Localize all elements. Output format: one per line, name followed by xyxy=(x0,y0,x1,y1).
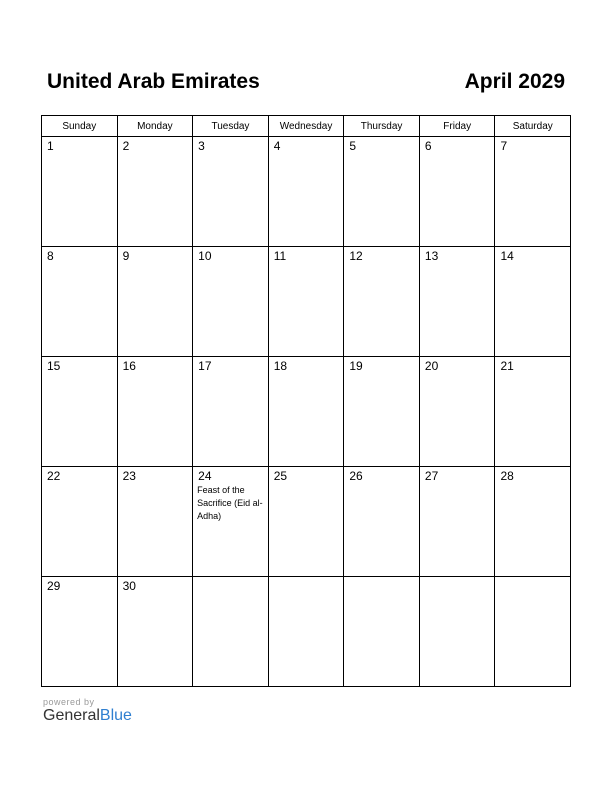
day-cell xyxy=(42,357,118,467)
day-number: 30 xyxy=(122,579,136,593)
empty-day-cell xyxy=(269,577,345,687)
day-number: 22 xyxy=(47,469,61,483)
day-number: 15 xyxy=(47,359,61,373)
brand-blue-text: Blue xyxy=(99,707,132,724)
calendar-grid xyxy=(41,115,571,687)
day-number: 24 xyxy=(198,469,212,483)
day-number: 6 xyxy=(424,139,432,153)
day-cell xyxy=(118,247,194,357)
day-cell xyxy=(193,467,269,577)
day-number: 13 xyxy=(424,249,439,263)
week-row xyxy=(42,577,571,687)
day-number: 20 xyxy=(424,359,439,373)
day-cell xyxy=(42,137,118,247)
day-number: 2 xyxy=(122,139,130,153)
day-number: 4 xyxy=(273,139,281,153)
day-cell xyxy=(495,467,571,577)
month-title: April 2029 xyxy=(464,70,565,93)
day-number: 14 xyxy=(500,249,514,263)
day-number: 23 xyxy=(122,469,136,483)
empty-day-cell xyxy=(344,577,420,687)
day-cell xyxy=(344,467,420,577)
holiday-label: Feast of the Sacrifice (Eid al-Adha) xyxy=(197,485,263,521)
day-cell xyxy=(495,247,571,357)
day-cell xyxy=(420,467,496,577)
day-cell xyxy=(42,577,118,687)
day-number: 18 xyxy=(273,359,288,373)
day-number: 8 xyxy=(47,249,54,263)
day-number: 10 xyxy=(198,249,212,263)
day-number: 1 xyxy=(47,139,54,153)
brand-general-text: General xyxy=(43,707,100,724)
day-cell xyxy=(269,137,345,247)
day-number: 28 xyxy=(500,469,514,483)
day-cell xyxy=(42,467,118,577)
generalblue-logo xyxy=(43,707,132,725)
day-number: 26 xyxy=(349,469,363,483)
weekday-monday: Monday xyxy=(118,116,194,137)
weekday-saturday: Saturday xyxy=(495,116,571,137)
day-cell xyxy=(420,137,496,247)
day-cell xyxy=(495,357,571,467)
day-number: 16 xyxy=(122,359,136,373)
day-cell xyxy=(193,357,269,467)
weekday-header-row xyxy=(42,116,571,137)
day-cell xyxy=(420,357,496,467)
day-number: 25 xyxy=(273,469,288,483)
day-number: 12 xyxy=(349,249,363,263)
day-number: 11 xyxy=(273,249,287,263)
weekday-wednesday: Wednesday xyxy=(269,116,345,137)
calendar-header xyxy=(47,70,565,100)
day-cell xyxy=(269,357,345,467)
day-cell xyxy=(344,137,420,247)
weekday-sunday: Sunday xyxy=(42,116,118,137)
weekday-friday: Friday xyxy=(420,116,496,137)
calendar-weeks xyxy=(42,137,571,687)
empty-day-cell xyxy=(495,577,571,687)
day-cell xyxy=(193,137,269,247)
country-title: United Arab Emirates xyxy=(47,70,260,93)
day-cell xyxy=(495,137,571,247)
day-number: 9 xyxy=(122,249,130,263)
day-number: 17 xyxy=(198,359,212,373)
weekday-tuesday: Tuesday xyxy=(193,116,269,137)
day-number: 5 xyxy=(349,139,356,153)
day-cell xyxy=(269,467,345,577)
day-cell xyxy=(42,247,118,357)
day-cell xyxy=(118,577,194,687)
empty-day-cell xyxy=(420,577,496,687)
week-row xyxy=(42,247,571,357)
empty-day-cell xyxy=(193,577,269,687)
day-cell xyxy=(193,247,269,357)
day-number: 7 xyxy=(500,139,508,153)
day-number: 19 xyxy=(349,359,363,373)
powered-by-text: powered by xyxy=(43,697,95,707)
day-cell xyxy=(269,247,345,357)
day-number: 21 xyxy=(500,359,514,373)
week-row xyxy=(42,467,571,577)
week-row xyxy=(42,357,571,467)
footer-logo xyxy=(43,697,132,725)
day-cell xyxy=(118,467,194,577)
day-cell xyxy=(118,137,194,247)
day-cell xyxy=(344,247,420,357)
day-number: 29 xyxy=(47,579,61,593)
day-number: 3 xyxy=(198,139,205,153)
week-row xyxy=(42,137,571,247)
day-cell xyxy=(420,247,496,357)
day-cell xyxy=(344,357,420,467)
day-number: 27 xyxy=(424,469,439,483)
weekday-thursday: Thursday xyxy=(344,116,420,137)
day-cell xyxy=(118,357,194,467)
